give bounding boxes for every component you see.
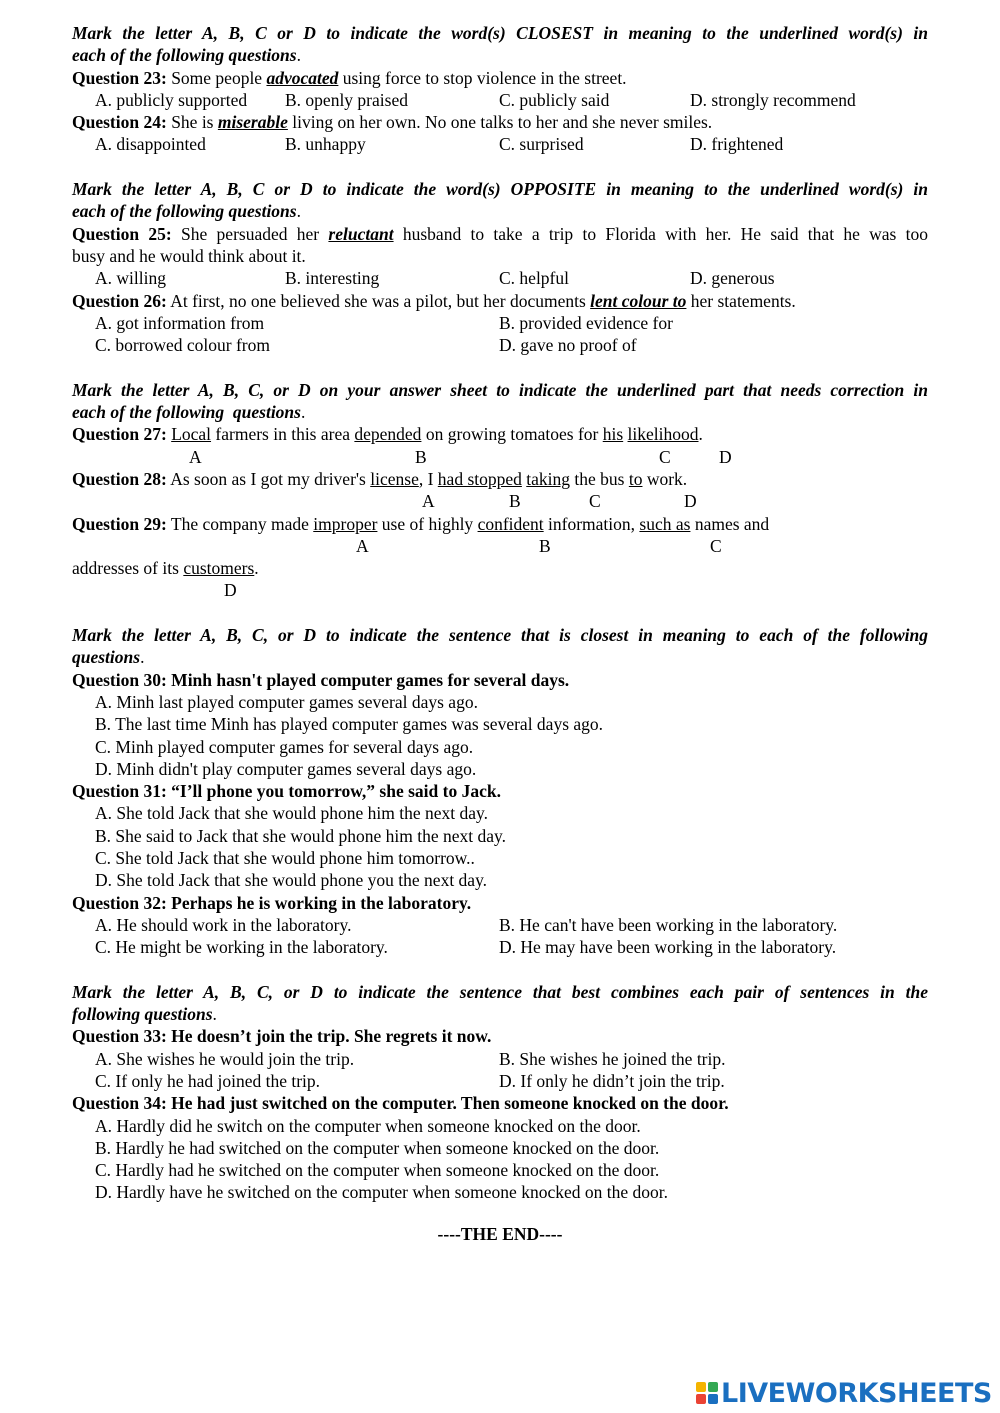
end-marker: ----THE END---- [437, 1223, 563, 1244]
option-a[interactable]: A. disappointed [95, 134, 206, 155]
option-d[interactable]: D. frightened [690, 134, 784, 155]
underlined-word: reluctant [328, 223, 394, 244]
letter-c: C [710, 535, 722, 556]
part-b[interactable]: depended [354, 424, 422, 445]
question-29: Question 29: The company made improper use of highly confident information, such as names and [72, 513, 770, 534]
option-a[interactable]: A. Minh last played computer games several days ago. [95, 691, 478, 712]
section-3-instruction: Mark the letter A, B, C, or D on your answer sheet to indicate the underlined part that needs correction in each of the following questions. [72, 379, 928, 423]
letter-d: D [684, 491, 697, 512]
option-d[interactable]: D. He may have been working in the laboratory. [499, 937, 837, 958]
question-24: Question 24: She is miserable living on her own. No one talks to her and she never smiles. [72, 112, 713, 133]
question-27-letters [72, 446, 928, 468]
question-25-continued: busy and he would think about it. [72, 245, 306, 266]
part-a[interactable]: license [370, 468, 419, 489]
option-d[interactable]: D. strongly recommend [690, 89, 856, 110]
option-a[interactable]: A. She told Jack that she would phone him the next day. [95, 803, 489, 824]
part-d[interactable]: customers [183, 558, 255, 579]
letter-b: B [509, 491, 521, 512]
part-a[interactable]: Local [171, 424, 212, 445]
letter-a: A [356, 535, 369, 556]
part-b[interactable]: had stopped [437, 468, 522, 489]
option-b[interactable]: B. Hardly he had switched on the computer when someone knocked on the door. [95, 1137, 660, 1158]
question-25: Question 25: She persuaded her reluctant husband to take a trip to Florida with her. He said that he was too [72, 223, 929, 244]
question-25-options [72, 267, 928, 289]
question-33-options-row-2 [72, 1070, 928, 1092]
question-30: Question 30: Minh hasn't played computer games for several days. [72, 669, 570, 690]
option-d[interactable]: D. generous [690, 268, 775, 289]
letter-c: C [659, 446, 671, 467]
question-24-options [72, 133, 928, 155]
option-b[interactable]: B. provided evidence for [499, 312, 673, 333]
option-c[interactable]: C. She told Jack that she would phone him tomorrow.. [95, 847, 475, 868]
option-d[interactable]: D. Minh didn't play computer games several days ago. [95, 758, 477, 779]
letter-a: A [189, 446, 202, 467]
letter-b: B [415, 446, 427, 467]
question-26-options-row-2 [72, 334, 928, 356]
question-26: Question 26: At first, no one believed she was a pilot, but her documents lent colour to her statements. [72, 290, 796, 311]
section-4-instruction: Mark the letter A, B, C, or D to indicate the sentence that is closest in meaning to each of the following questions. [72, 625, 928, 668]
question-29-letters-row-2 [72, 579, 928, 601]
letter-c: C [589, 491, 601, 512]
part-c[interactable]: his [602, 424, 624, 445]
letter-d: D [719, 446, 732, 467]
option-a[interactable]: A. got information from [95, 312, 265, 333]
question-27: Question 27: Local farmers in this area depended on growing tomatoes for his likelihood. [72, 424, 703, 445]
option-a[interactable]: A. publicly supported [95, 89, 248, 110]
option-c[interactable]: C. borrowed colour from [95, 335, 270, 356]
question-23: Question 23: Some people advocated using force to stop violence in the street. [72, 67, 627, 88]
option-b[interactable]: B. unhappy [285, 134, 366, 155]
option-b[interactable]: B. He can't have been working in the laboratory. [499, 914, 838, 935]
option-c[interactable]: C. publicly said [499, 89, 610, 110]
question-34: Question 34: He had just switched on the computer. Then someone knocked on the door. [72, 1093, 729, 1114]
question-33-options-row-1 [72, 1048, 928, 1070]
option-a[interactable]: A. willing [95, 268, 166, 289]
letter-b: B [539, 535, 551, 556]
question-31: Question 31: “I’ll phone you tomorrow,” she said to Jack. [72, 781, 501, 802]
worksheet-page [72, 22, 928, 1245]
section-5-instruction: Mark the letter A, B, C, or D to indicate the sentence that best combines each pair of sentences in the following questions. [72, 981, 928, 1025]
question-29-continued: addresses of its customers. [72, 558, 259, 579]
option-d[interactable]: D. Hardly have he switched on the computer when someone knocked on the door. [95, 1182, 668, 1203]
underlined-word: miserable [217, 112, 288, 133]
option-b[interactable]: B. She wishes he joined the trip. [499, 1048, 726, 1069]
option-c[interactable]: C. If only he had joined the trip. [95, 1070, 321, 1091]
question-29-letters-row-1 [72, 535, 928, 557]
part-d[interactable]: likelihood [627, 424, 699, 445]
underlined-phrase: lent colour to [590, 290, 687, 311]
option-b[interactable]: B. The last time Minh has played computer games was several days ago. [95, 714, 604, 735]
question-32: Question 32: Perhaps he is working in the laboratory. [72, 892, 472, 913]
option-b[interactable]: B. She said to Jack that she would phone him the next day. [95, 825, 507, 846]
option-b[interactable]: B. interesting [285, 268, 380, 289]
liveworksheets-logo [696, 1376, 992, 1410]
part-c[interactable]: taking [526, 468, 571, 489]
question-28: Question 28: As soon as I got my driver's license, I had stopped taking the bus to work. [72, 468, 688, 489]
option-c[interactable]: C. surprised [499, 134, 584, 155]
option-c[interactable]: C. Minh played computer games for several days ago. [95, 736, 474, 757]
question-32-options-row-1 [72, 914, 928, 936]
option-d[interactable]: D. gave no proof of [499, 335, 637, 356]
part-b[interactable]: confident [477, 513, 544, 534]
option-c[interactable]: C. He might be working in the laboratory. [95, 937, 388, 958]
brand-name: LIVEWORKSHEETS [721, 1377, 992, 1409]
option-a[interactable]: A. He should work in the laboratory. [95, 914, 352, 935]
question-32-options-row-2 [72, 936, 928, 958]
option-d[interactable]: D. She told Jack that she would phone you the next day. [95, 870, 488, 891]
option-d[interactable]: D. If only he didn’t join the trip. [499, 1070, 725, 1091]
part-d[interactable]: to [628, 468, 643, 489]
question-23-options [72, 89, 928, 111]
letter-d: D [224, 580, 237, 601]
option-c[interactable]: C. Hardly had he switched on the computer when someone knocked on the door. [95, 1160, 660, 1181]
option-a[interactable]: A. Hardly did he switch on the computer when someone knocked on the door. [95, 1115, 641, 1136]
question-33: Question 33: He doesn’t join the trip. She regrets it now. [72, 1026, 492, 1047]
option-b[interactable]: B. openly praised [285, 89, 408, 110]
part-a[interactable]: improper [313, 513, 378, 534]
underlined-word: advocated [266, 67, 339, 88]
question-26-options-row-1 [72, 312, 928, 334]
letter-a: A [422, 491, 435, 512]
question-28-letters [72, 490, 928, 512]
section-2-instruction: Mark the letter A, B, C or D to indicate the word(s) OPPOSITE in meaning to the underlined word(s) in each of the following questions. [72, 179, 928, 222]
section-1-instruction: Mark the letter A, B, C or D to indicate the word(s) CLOSEST in meaning to the underlined word(s) in each of the following questions. [72, 23, 928, 66]
part-c[interactable]: such as [639, 513, 691, 534]
option-a[interactable]: A. She wishes he would join the trip. [95, 1048, 355, 1069]
option-c[interactable]: C. helpful [499, 268, 569, 289]
logo-mark-icon [696, 1382, 718, 1404]
